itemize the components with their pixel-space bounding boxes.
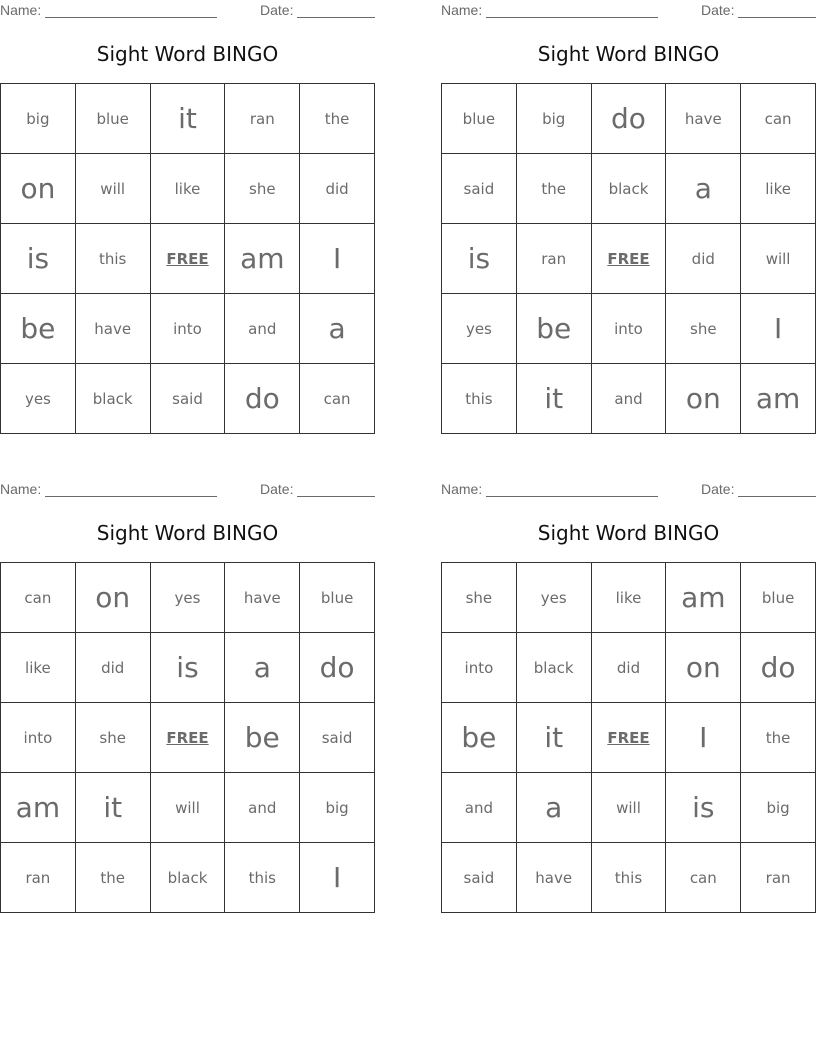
date-blank <box>738 17 816 18</box>
grid-row <box>1 364 375 434</box>
word-cell: blue <box>300 563 375 633</box>
word-cell: into <box>1 703 76 773</box>
bingo-grid <box>441 83 816 434</box>
date-label: Date: <box>260 481 294 497</box>
word-cell: have <box>225 563 300 633</box>
word-cell: like <box>741 154 816 224</box>
word-cell: can <box>300 364 375 434</box>
header-fields <box>0 0 375 22</box>
word-cell: she <box>75 703 150 773</box>
free-space-cell: FREE <box>150 224 225 294</box>
word-cell: black <box>150 843 225 913</box>
grid-row <box>442 294 816 364</box>
word-cell: do <box>741 633 816 703</box>
word-cell: did <box>666 224 741 294</box>
bingo-card <box>0 479 375 894</box>
word-cell: do <box>300 633 375 703</box>
date-label: Date: <box>260 2 294 18</box>
word-cell: she <box>225 154 300 224</box>
word-cell: black <box>75 364 150 434</box>
grid-row <box>442 633 816 703</box>
word-cell: and <box>225 773 300 843</box>
word-cell: will <box>75 154 150 224</box>
word-cell: big <box>300 773 375 843</box>
word-cell: will <box>591 773 666 843</box>
word-cell: will <box>741 224 816 294</box>
card-title: Sight Word BINGO <box>537 521 720 545</box>
word-cell: she <box>666 294 741 364</box>
grid-row <box>442 563 816 633</box>
word-cell: did <box>75 633 150 703</box>
grid-row <box>1 633 375 703</box>
word-cell: am <box>1 773 76 843</box>
word-cell: I <box>300 224 375 294</box>
word-cell: on <box>75 563 150 633</box>
free-space-cell: FREE <box>150 703 225 773</box>
grid-row <box>1 154 375 224</box>
word-cell: yes <box>516 563 591 633</box>
word-cell: like <box>591 563 666 633</box>
grid-row <box>442 703 816 773</box>
free-space-cell: FREE <box>591 224 666 294</box>
bingo-grid <box>441 562 816 913</box>
name-blank <box>45 17 217 18</box>
card-title: Sight Word BINGO <box>96 42 279 66</box>
word-cell: into <box>150 294 225 364</box>
name-label: Name: <box>441 2 483 18</box>
grid-row <box>442 154 816 224</box>
word-cell: I <box>666 703 741 773</box>
word-cell: is <box>1 224 76 294</box>
word-cell: this <box>225 843 300 913</box>
word-cell: said <box>300 703 375 773</box>
word-cell: a <box>516 773 591 843</box>
header-fields <box>0 479 375 501</box>
grid-row <box>1 563 375 633</box>
word-cell: can <box>741 84 816 154</box>
word-cell: be <box>225 703 300 773</box>
word-cell: big <box>741 773 816 843</box>
word-cell: be <box>1 294 76 364</box>
grid-row <box>1 294 375 364</box>
word-cell: said <box>442 154 517 224</box>
bingo-grid <box>0 83 375 434</box>
word-cell: yes <box>442 294 517 364</box>
word-cell: it <box>516 703 591 773</box>
word-cell: on <box>666 633 741 703</box>
header-fields <box>441 0 816 22</box>
word-cell: ran <box>225 84 300 154</box>
bingo-card <box>0 0 375 415</box>
name-blank <box>486 496 658 497</box>
word-cell: said <box>442 843 517 913</box>
name-label: Name: <box>441 481 483 497</box>
word-cell: this <box>442 364 517 434</box>
bingo-card <box>441 479 816 887</box>
word-cell: am <box>741 364 816 434</box>
grid-row <box>1 224 375 294</box>
name-label: Name: <box>0 2 42 18</box>
word-cell: into <box>442 633 517 703</box>
word-cell: can <box>1 563 76 633</box>
word-cell: do <box>591 84 666 154</box>
word-cell: blue <box>75 84 150 154</box>
word-cell: on <box>666 364 741 434</box>
word-cell: am <box>666 563 741 633</box>
grid-row <box>1 703 375 773</box>
grid-row <box>442 773 816 843</box>
word-cell: I <box>741 294 816 364</box>
word-cell: and <box>591 364 666 434</box>
name-label: Name: <box>0 481 42 497</box>
date-label: Date: <box>701 2 735 18</box>
word-cell: the <box>75 843 150 913</box>
free-space-cell: FREE <box>591 703 666 773</box>
word-cell: is <box>150 633 225 703</box>
word-cell: have <box>75 294 150 364</box>
word-cell: a <box>666 154 741 224</box>
word-cell: do <box>225 364 300 434</box>
word-cell: black <box>516 633 591 703</box>
word-cell: on <box>1 154 76 224</box>
word-cell: blue <box>741 563 816 633</box>
word-cell: the <box>741 703 816 773</box>
word-cell: this <box>75 224 150 294</box>
word-cell: and <box>225 294 300 364</box>
date-blank <box>297 17 375 18</box>
word-cell: into <box>591 294 666 364</box>
word-cell: did <box>591 633 666 703</box>
word-cell: a <box>225 633 300 703</box>
word-cell: did <box>300 154 375 224</box>
word-cell: this <box>591 843 666 913</box>
card-title: Sight Word BINGO <box>537 42 720 66</box>
bingo-grid <box>0 562 375 913</box>
word-cell: big <box>516 84 591 154</box>
grid-row <box>1 84 375 154</box>
word-cell: like <box>1 633 76 703</box>
word-cell: black <box>591 154 666 224</box>
date-blank <box>297 496 375 497</box>
name-blank <box>45 496 217 497</box>
word-cell: be <box>516 294 591 364</box>
word-cell: the <box>516 154 591 224</box>
grid-row <box>1 843 375 913</box>
word-cell: said <box>150 364 225 434</box>
word-cell: big <box>1 84 76 154</box>
grid-row <box>442 843 816 913</box>
name-blank <box>486 17 658 18</box>
word-cell: it <box>516 364 591 434</box>
word-cell: is <box>442 224 517 294</box>
bingo-card <box>441 0 816 415</box>
word-cell: I <box>300 843 375 913</box>
word-cell: yes <box>150 563 225 633</box>
header-fields <box>441 479 816 501</box>
word-cell: it <box>150 84 225 154</box>
word-cell: and <box>442 773 517 843</box>
word-cell: it <box>75 773 150 843</box>
word-cell: can <box>666 843 741 913</box>
word-cell: a <box>300 294 375 364</box>
word-cell: ran <box>516 224 591 294</box>
word-cell: is <box>666 773 741 843</box>
date-label: Date: <box>701 481 735 497</box>
word-cell: blue <box>442 84 517 154</box>
card-title: Sight Word BINGO <box>96 521 279 545</box>
word-cell: have <box>516 843 591 913</box>
word-cell: yes <box>1 364 76 434</box>
word-cell: the <box>300 84 375 154</box>
word-cell: will <box>150 773 225 843</box>
grid-row <box>442 84 816 154</box>
word-cell: like <box>150 154 225 224</box>
grid-row <box>442 224 816 294</box>
word-cell: be <box>442 703 517 773</box>
grid-row <box>1 773 375 843</box>
word-cell: she <box>442 563 517 633</box>
word-cell: ran <box>741 843 816 913</box>
word-cell: am <box>225 224 300 294</box>
word-cell: have <box>666 84 741 154</box>
word-cell: ran <box>1 843 76 913</box>
date-blank <box>738 496 816 497</box>
grid-row <box>442 364 816 434</box>
